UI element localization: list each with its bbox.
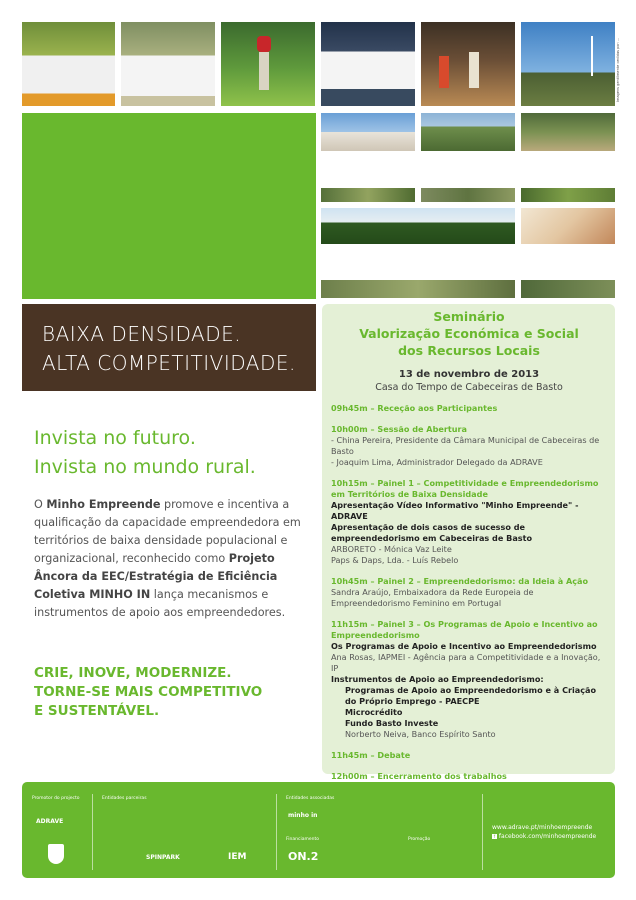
slogan-line2: Invista no mundo rural. — [34, 456, 256, 478]
program-slot — [331, 478, 607, 566]
intro-segment: O — [34, 498, 47, 511]
photo-mountains — [421, 113, 515, 151]
label-partners: Entidades parceiras — [102, 796, 147, 801]
program-schedule — [331, 403, 607, 782]
slot-line: ARBORETO - Mónica Vaz Leite — [331, 544, 452, 554]
slogan-line1: Invista no futuro. — [34, 427, 196, 449]
footer-divider — [482, 794, 483, 870]
slot-line: Microcrédito — [345, 707, 403, 717]
hero-tagline-line1: BAIXA DENSIDADE. — [42, 322, 242, 346]
website-link[interactable]: www.adrave.pt/minhoempreende — [492, 824, 593, 831]
footer-sponsors — [22, 782, 615, 878]
hero-tagline-band — [22, 304, 316, 391]
slot-line: Sandra Araújo, Embaixadora da Rede Europeia de Empreendedorismo Feminino em Portugal — [331, 587, 534, 608]
program-slot — [331, 771, 607, 782]
cta-line1: CRIE, INOVE, MODERNIZE. — [34, 665, 232, 681]
logo-iem: IEM — [228, 852, 247, 862]
photo-landscape-strip-2 — [421, 188, 515, 202]
slot-heading: 10h00m – Sessão de Abertura — [331, 424, 467, 434]
logo-municipal-crest — [48, 844, 64, 864]
slot-heading: 11h15m – Painel 3 – Os Programas de Apoio e Incentivo ao Empreendedorismo — [331, 619, 598, 640]
photo-golfer — [221, 22, 315, 106]
slot-line: Apresentação Vídeo Informativo "Minho Empreende" - ADRAVE — [331, 500, 579, 521]
label-promoter: Promotor do projecto — [32, 796, 80, 801]
call-to-action — [34, 664, 262, 721]
slot-line: - Joaquim Lima, Administrador Delegado da ADRAVE — [331, 457, 543, 467]
seminar-date: 13 de novembro de 2013 — [398, 369, 540, 380]
slot-heading: 09h45m – Receção aos Participantes — [331, 403, 498, 413]
label-funding: Promoção — [408, 837, 431, 842]
seminar-title-line2: Valorização Económica e Social — [359, 326, 579, 341]
slot-line: Os Programas de Apoio e Incentivo ao Empreendedorismo — [331, 641, 597, 651]
photo-wind-turbine — [521, 22, 615, 106]
photo-landscape-strip-3 — [521, 188, 615, 202]
slot-heading: 12h00m – Encerramento dos trabalhos — [331, 771, 507, 781]
slot-line: Instrumentos de Apoio ao Empreendedorismo: — [331, 674, 544, 684]
intro-segment: Minho Empreende — [46, 498, 161, 511]
intro-segment: promove e incentiva a qualificação da capacidade empreendedora em territórios de baixa densidade populacional e organizacional, reconhecido como — [34, 498, 301, 565]
program-slot — [331, 576, 607, 609]
slot-line: Programas de Apoio ao Empreendedorismo e à Criação do Próprio Emprego - PAECPE — [345, 685, 597, 706]
slot-line: Norberto Neiva, Banco Espírito Santo — [345, 729, 496, 739]
seminar-venue: Casa do Tempo de Cabeceiras de Basto — [375, 382, 563, 393]
slot-line: Fundo Basto Investe — [345, 718, 439, 728]
facebook-link[interactable] — [492, 833, 596, 840]
photo-olive-grove — [121, 22, 215, 106]
slogan — [34, 424, 256, 482]
footer-divider — [92, 794, 93, 870]
photo-manor-house — [321, 113, 415, 151]
program-slot — [331, 424, 607, 468]
cta-line2: TORNE-SE MAIS COMPETITIVO — [34, 684, 263, 700]
seminar-title-line3: dos Recursos Locais — [398, 343, 540, 358]
photo-valley — [321, 280, 515, 298]
photo-lab-bottles — [421, 22, 515, 106]
slot-heading: 11h45m – Debate — [331, 750, 411, 760]
photo-oranges — [22, 22, 115, 106]
seminar-title-line1: Seminário — [433, 309, 505, 324]
intro-segment: lança mecanismos e instrumentos de apoio aos empreendedores. — [34, 588, 286, 619]
program-slot — [331, 750, 607, 761]
facebook-label: facebook.com/minhoempreende — [498, 833, 597, 840]
photo-river — [521, 280, 615, 298]
photo-dark-pattern — [321, 22, 415, 106]
slot-line: - China Pereira, Presidente da Câmara Municipal de Cabeceiras de Basto — [331, 435, 600, 456]
logo-on2: ON.2 — [288, 850, 319, 863]
label-financing: Financiamento — [286, 837, 319, 842]
slot-heading: 10h15m – Painel 1 – Competitividade e Empreendedorismo em Territórios de Baixa Densidade — [331, 478, 599, 499]
photo-terrace — [521, 113, 615, 151]
hero-green-block — [22, 113, 316, 299]
slot-heading: 10h45m – Painel 2 – Empreendedorismo: da Ideia à Ação — [331, 576, 589, 586]
intro-paragraph — [34, 496, 304, 622]
slot-line: Apresentação de dois casos de sucesso de empreendedorismo em Cabeceiras de Basto — [331, 522, 533, 543]
facebook-icon: f — [493, 834, 496, 839]
logo-minhoin: minho in — [288, 812, 318, 819]
logo-spinpark: SPINPARK — [146, 854, 180, 861]
seminar-program-panel — [322, 304, 615, 781]
program-slot — [331, 619, 607, 740]
logo-adrave: ADRAVE — [36, 818, 64, 825]
photo-forest — [321, 208, 515, 244]
program-slot — [331, 403, 607, 414]
photo-credit: Imagens gentilmente cedidas por: ... — [616, 37, 620, 102]
photo-landscape-strip-1 — [321, 188, 415, 202]
label-associated: Entidades associadas — [286, 796, 335, 801]
slot-line: Ana Rosas, IAPMEI - Agência para a Competitividade e a Inovação, IP — [331, 652, 601, 673]
intro-segment: Projeto Âncora da EEC/Estratégia de Eficiência Coletiva MINHO IN — [34, 552, 278, 601]
photo-crafts — [521, 208, 615, 244]
cta-line3: E SUSTENTÁVEL. — [34, 703, 160, 719]
slot-line: Paps & Daps, Lda. - Luís Rebelo — [331, 555, 459, 565]
hero-tagline-line2: ALTA COMPETITIVIDADE. — [42, 351, 296, 375]
footer-divider — [276, 794, 277, 870]
